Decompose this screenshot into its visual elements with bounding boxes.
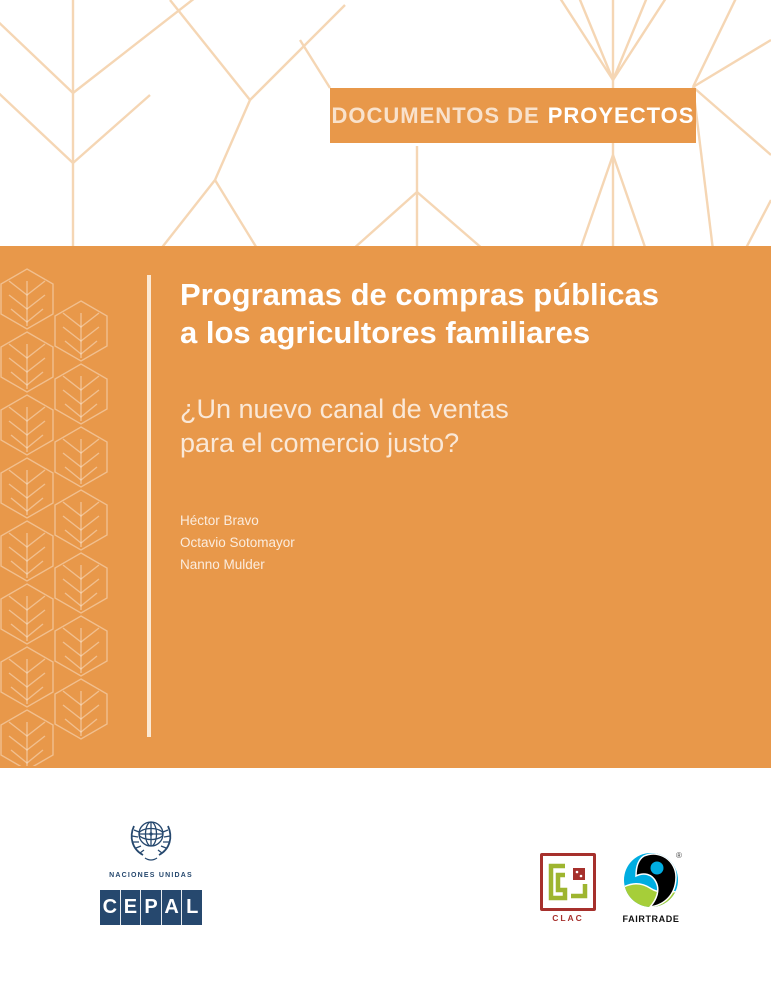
title-section <box>0 246 771 768</box>
author-name: Octavio Sotomayor <box>180 535 295 550</box>
cepal-letter: C <box>100 890 121 925</box>
hexagon-leaf-pattern-graphic <box>0 266 112 766</box>
vertical-rule <box>147 275 151 737</box>
fairtrade-mark-icon <box>624 853 678 907</box>
author-name: Nanno Mulder <box>180 557 265 572</box>
fairtrade-logo <box>620 851 682 924</box>
fairtrade-label: FAIRTRADE <box>622 914 680 924</box>
author-name: Héctor Bravo <box>180 513 259 528</box>
top-pattern-section <box>0 0 771 246</box>
cepal-letter: P <box>141 890 162 925</box>
authors-list <box>180 510 295 576</box>
cepal-letter: E <box>121 890 142 925</box>
naciones-unidas-label: NACIONES UNIDAS <box>109 872 193 879</box>
report-subtitle <box>180 392 509 460</box>
title-line-1: Programas de compras públicas <box>180 277 659 312</box>
registered-trademark: ® <box>676 851 682 860</box>
report-title <box>180 276 659 352</box>
clac-emblem <box>540 853 596 911</box>
cepal-logo <box>100 813 202 925</box>
cepal-wordmark <box>100 890 202 925</box>
cepal-letter: L <box>186 896 199 918</box>
subtitle-line-1: ¿Un nuevo canal de ventas <box>180 394 509 424</box>
clac-logo <box>540 853 596 923</box>
series-banner <box>330 88 696 143</box>
clac-label: CLAC <box>552 913 584 923</box>
banner-label-light: DOCUMENTOS DE <box>331 102 540 128</box>
un-emblem-icon <box>125 813 177 867</box>
cepal-letter: A <box>162 890 183 925</box>
banner-label-strong: PROYECTOS <box>547 102 695 128</box>
title-line-2: a los agricultores familiares <box>180 315 591 350</box>
subtitle-line-2: para el comercio justo? <box>180 428 460 458</box>
clac-glyph-icon <box>546 860 590 904</box>
